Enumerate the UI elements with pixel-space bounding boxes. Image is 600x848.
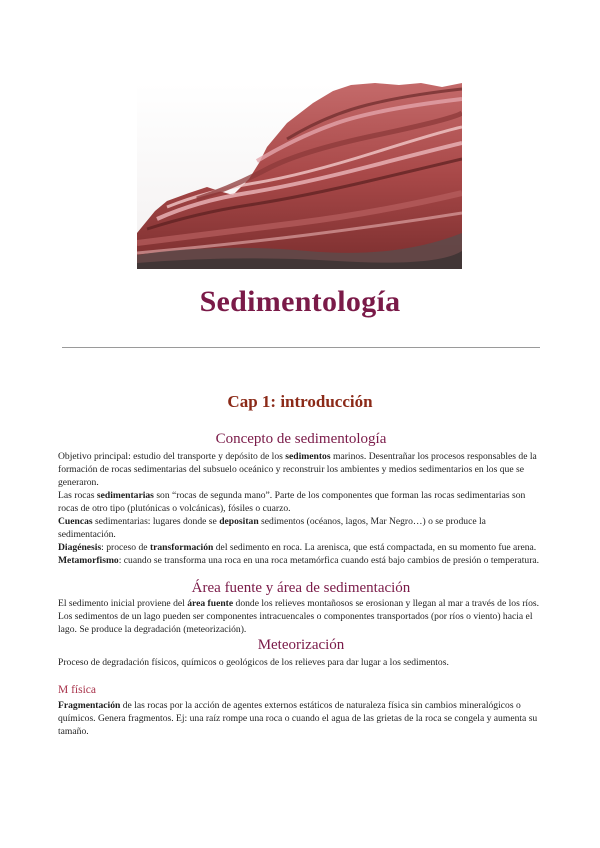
paragraph: Diagénesis: proceso de transformación del sedimento en roca. La arenisca, que está compactada, en su momento fue arena.: [58, 542, 537, 553]
section-heading: Meteorización: [257, 637, 345, 653]
rock-strata-illustration: [137, 83, 462, 269]
document-title: Sedimentología: [199, 285, 401, 318]
title-divider: [62, 347, 540, 348]
paragraph: El sedimento inicial proviene del área fuente donde los relieves montañosos se erosionan y llegan al mar a través de los ríos. Los sedimentos de un lago pueden ser componentes intracuencales o componentes transportados (por ríos o viento) hacia el lago. Se produce la degradación (meteorización).: [58, 598, 539, 635]
document-body: [58, 430, 544, 738]
paragraph: Objetivo principal: estudio del transporte y depósito de los sedimentos marinos. Desentrañar los procesos responsables de la formación de rocas sedimentarias del subsuelo oceánico y reconstruir los ambientes y medios sedimentarios en los que se generaron.: [58, 451, 537, 488]
paragraph: Proceso de degradación físicos, químicos o geológicos de los relieves para dar lugar a los sedimentos.: [58, 657, 449, 668]
section-heading: Concepto de sedimentología: [215, 431, 387, 447]
paragraph: Metamorfismo: cuando se transforma una roca en una roca metamórfica cuando está bajo cambios de presión o temperatura.: [58, 555, 540, 566]
paragraph: Las rocas sedimentarias son “rocas de segunda mano”. Parte de los componentes que forman las rocas sedimentarias son rocas de otro tipo (plutónicas o volcánicas), fósiles o cuarzo.: [58, 490, 526, 514]
section-heading: Área fuente y área de sedimentación: [191, 580, 411, 596]
paragraph: Cuencas sedimentarias: lugares donde se depositan sedimentos (océanos, lagos, Mar Negro…) o se produce la sedimentación.: [58, 516, 486, 540]
paragraph: Fragmentación de las rocas por la acción de agentes externos estáticos de naturaleza física sin cambios mineralógicos o químicos. Genera fragmentos. Ej: una raíz rompe una roca o cuando el agua de las grietas de la roca se congela y aumenta su tamaño.: [58, 700, 538, 737]
chapter-heading: Cap 1: introducción: [227, 392, 373, 411]
subsection-heading: M física: [58, 684, 97, 696]
sedimentary-rock-photo: [137, 83, 462, 269]
